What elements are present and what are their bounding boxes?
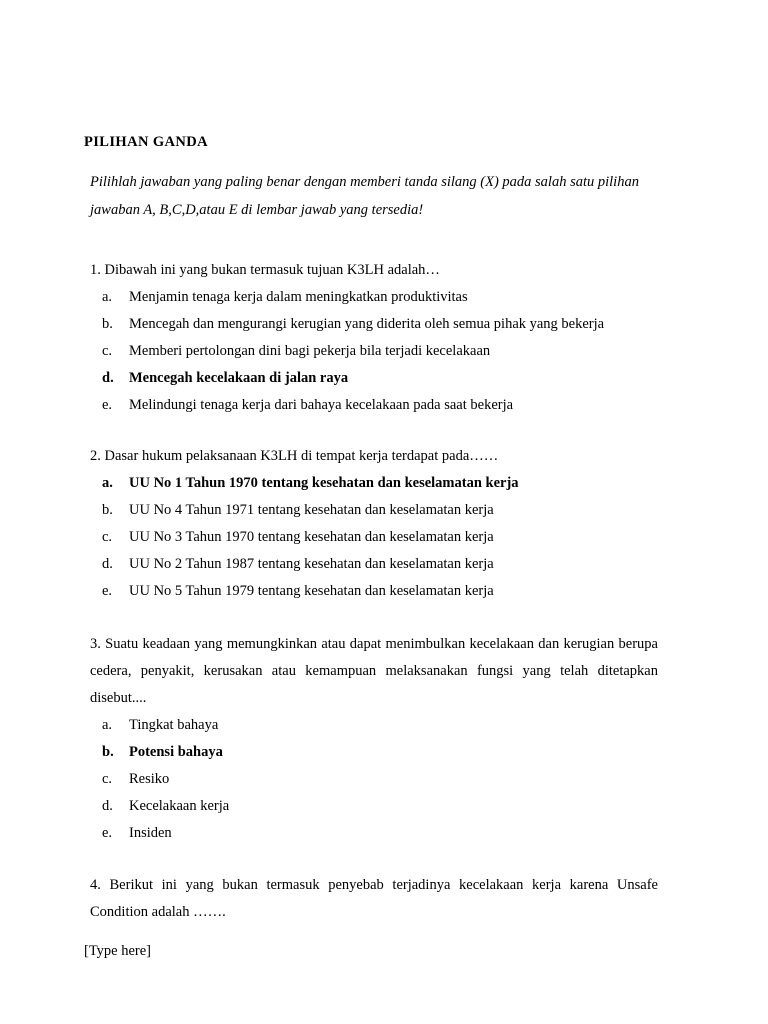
option-text: Memberi pertolongan dini bagi pekerja bila terjadi kecelakaan xyxy=(129,343,491,359)
option-item xyxy=(90,712,658,739)
question-3 xyxy=(90,631,658,847)
question-text: 2. Dasar hukum pelaksanaan K3LH di tempat kerja terdapat pada…… xyxy=(90,448,499,464)
option-item xyxy=(90,311,658,338)
question-text: 1. Dibawah ini yang bukan termasuk tujuan K3LH adalah… xyxy=(90,262,440,278)
page-footer: [Type here] xyxy=(84,943,152,959)
option-letter: c. xyxy=(102,343,113,359)
option-item-highlighted xyxy=(90,739,658,766)
option-item xyxy=(90,551,658,578)
option-list xyxy=(90,470,658,605)
option-item xyxy=(90,578,658,605)
option-letter: c. xyxy=(102,529,113,545)
instruction-text: Pilihlah jawaban yang paling benar dengan memberi tanda silang (X) pada salah satu pilihan jawaban A, B,C,D,atau E di lembar jawab yang tersedia! xyxy=(90,174,639,218)
question-text: 4. Berikut ini yang bukan termasuk penyebab terjadinya kecelakaan kerja karena Unsafe Condition adalah ……. xyxy=(90,877,658,920)
question-text: 3. Suatu keadaan yang memungkinkan atau dapat menimbulkan kecelakaan dan kerugian berupa cedera, penyakit, kerusakan atau kemampuan melaksanakan fungsi yang telah ditetapkan disebut.... xyxy=(90,636,658,706)
question-2 xyxy=(90,443,658,605)
option-letter: a. xyxy=(102,289,113,305)
option-text: Resiko xyxy=(129,771,170,787)
option-letter: e. xyxy=(102,583,113,599)
option-item-highlighted xyxy=(90,470,658,497)
option-item xyxy=(90,820,658,847)
section-title: PILIHAN GANDA xyxy=(84,134,209,150)
option-text: Tingkat bahaya xyxy=(129,717,219,733)
option-text: UU No 1 Tahun 1970 tentang kesehatan dan keselamatan kerja xyxy=(129,475,519,491)
option-item xyxy=(90,766,658,793)
option-letter: c. xyxy=(102,771,113,787)
question-4 xyxy=(90,872,658,926)
option-text: Mencegah dan mengurangi kerugian yang diderita oleh semua pihak yang bekerja xyxy=(129,316,605,332)
option-item xyxy=(90,524,658,551)
option-text: Melindungi tenaga kerja dari bahaya kecelakaan pada saat bekerja xyxy=(129,397,514,413)
option-letter: b. xyxy=(102,316,113,332)
option-letter: d. xyxy=(102,370,114,386)
option-text: Mencegah kecelakaan di jalan raya xyxy=(129,370,349,386)
question-1 xyxy=(90,257,658,419)
option-text: Kecelakaan kerja xyxy=(129,798,230,814)
option-list xyxy=(90,284,658,419)
option-item xyxy=(90,497,658,524)
option-letter: e. xyxy=(102,825,113,841)
option-text: UU No 4 Tahun 1971 tentang kesehatan dan keselamatan kerja xyxy=(129,502,494,518)
option-item xyxy=(90,392,658,419)
option-letter: a. xyxy=(102,475,113,491)
option-item-highlighted xyxy=(90,365,658,392)
option-text: UU No 2 Tahun 1987 tentang kesehatan dan keselamatan kerja xyxy=(129,556,494,572)
option-letter: b. xyxy=(102,502,113,518)
option-letter: a. xyxy=(102,717,113,733)
option-item xyxy=(90,793,658,820)
option-text: UU No 5 Tahun 1979 tentang kesehatan dan keselamatan kerja xyxy=(129,583,494,599)
option-text: Potensi bahaya xyxy=(129,744,223,760)
option-item xyxy=(90,338,658,365)
option-item xyxy=(90,284,658,311)
option-letter: b. xyxy=(102,744,114,760)
option-text: Insiden xyxy=(129,825,172,841)
option-list xyxy=(90,712,658,847)
option-letter: e. xyxy=(102,397,113,413)
option-letter: d. xyxy=(102,798,113,814)
option-text: UU No 3 Tahun 1970 tentang kesehatan dan keselamatan kerja xyxy=(129,529,494,545)
option-text: Menjamin tenaga kerja dalam meningkatkan produktivitas xyxy=(129,289,468,305)
option-letter: d. xyxy=(102,556,113,572)
